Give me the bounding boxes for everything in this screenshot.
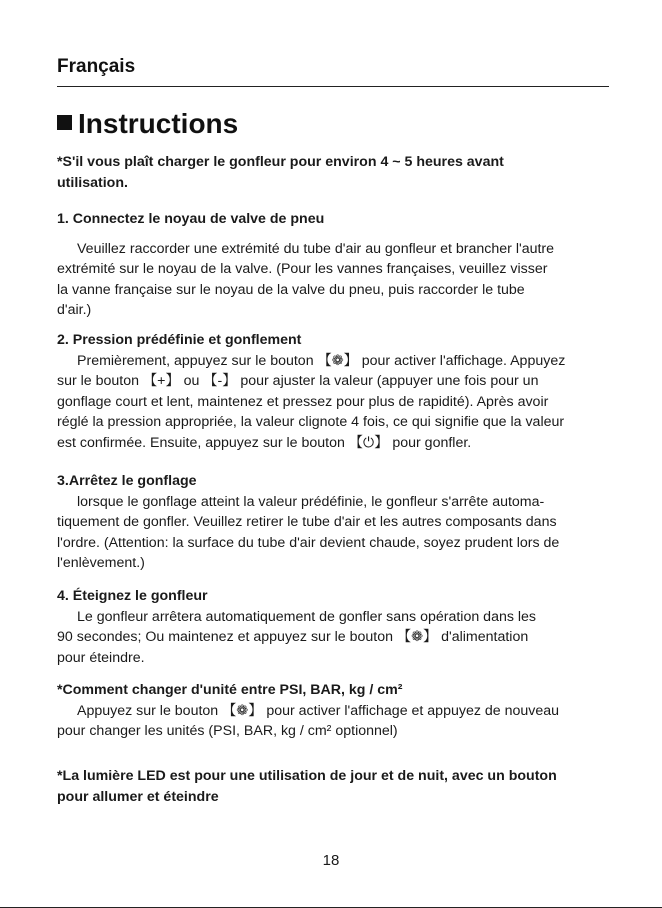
step-2-line: Premièrement, appuyez sur le bouton 【❁】 pour activer l'affichage. Appuyez bbox=[77, 352, 566, 369]
header-rule bbox=[57, 86, 609, 87]
intro-line: utilisation. bbox=[57, 174, 128, 191]
page-number: 18 bbox=[322, 852, 340, 869]
section-title-text: Instructions bbox=[78, 108, 239, 139]
step-1-heading: 1. Connectez le noyau de valve de pneu bbox=[57, 211, 325, 227]
step-4 bbox=[57, 586, 637, 668]
unit-change bbox=[57, 680, 637, 742]
intro-note bbox=[57, 152, 637, 193]
step-1-line: la vanne française sur le noyau de la valve du pneu, puis raccorder le tube bbox=[57, 281, 525, 298]
step-2-line: sur le bouton 【+】 ou 【-】 pour ajuster la valeur (appuyer une fois pour un bbox=[57, 373, 539, 389]
step-4-line: 90 secondes; Ou maintenez et appuyez sur le bouton 【❁】 d'alimentation bbox=[57, 629, 529, 645]
unit-change-line: pour changer les unités (PSI, BAR, kg / cm² optionnel) bbox=[57, 723, 398, 739]
led-note-line: pour allumer et éteindre bbox=[57, 788, 219, 805]
unit-change-line: Appuyez sur le bouton 【❁】 pour activer l'affichage et appuyez de nouveau bbox=[77, 702, 560, 719]
step-4-line: pour éteindre. bbox=[57, 649, 145, 666]
unit-change-heading: *Comment changer d'unité entre PSI, BAR, kg / cm² bbox=[57, 682, 403, 698]
step-3-heading: 3.Arrêtez le gonflage bbox=[57, 473, 197, 489]
step-3-line: lorsque le gonflage atteint la valeur prédéfinie, le gonfleur s'arrête automa- bbox=[77, 493, 545, 510]
step-3 bbox=[57, 471, 637, 574]
led-note-line: *La lumière LED est pour une utilisation de jour et de nuit, avec un bouton bbox=[57, 768, 557, 784]
section-title bbox=[57, 108, 238, 140]
step-1 bbox=[57, 209, 637, 321]
step-2-line: est confirmée. Ensuite, appuyez sur le bouton 【⏻】 pour gonfler. bbox=[57, 434, 472, 451]
step-3-line: tiquement de gonfler. Veuillez retirer le tube d'air et les autres composants dans bbox=[57, 514, 557, 530]
language-heading: Français bbox=[57, 56, 136, 77]
square-bullet-icon bbox=[57, 115, 72, 130]
led-note bbox=[57, 766, 637, 807]
step-1-line: Veuillez raccorder une extrémité du tube d'air au gonfleur et brancher l'autre bbox=[77, 240, 555, 257]
step-4-line: Le gonfleur arrêtera automatiquement de gonfler sans opération dans les bbox=[77, 608, 537, 625]
step-4-heading: 4. Éteignez le gonfleur bbox=[57, 588, 208, 604]
step-1-line: extrémité sur le noyau de la valve. (Pour les vannes françaises, veuillez visser bbox=[57, 261, 548, 277]
step-2-heading: 2. Pression prédéfinie et gonflement bbox=[57, 332, 302, 348]
step-2-line: réglé la pression appropriée, la valeur clignote 4 fois, ce qui signifie que la valeur bbox=[57, 414, 565, 430]
step-2-line: gonflage court et lent, maintenez et pressez pour plus de rapidité). Après avoir bbox=[57, 393, 549, 410]
step-3-line: l'ordre. (Attention: la surface du tube d'air devient chaude, soyez prudent lors de bbox=[57, 534, 560, 551]
step-3-line: l'enlèvement.) bbox=[57, 555, 145, 571]
step-2 bbox=[57, 330, 637, 453]
intro-line: *S'il vous plaît charger le gonfleur pour environ 4 ~ 5 heures avant bbox=[57, 154, 504, 170]
step-1-line: d'air.) bbox=[57, 302, 92, 318]
